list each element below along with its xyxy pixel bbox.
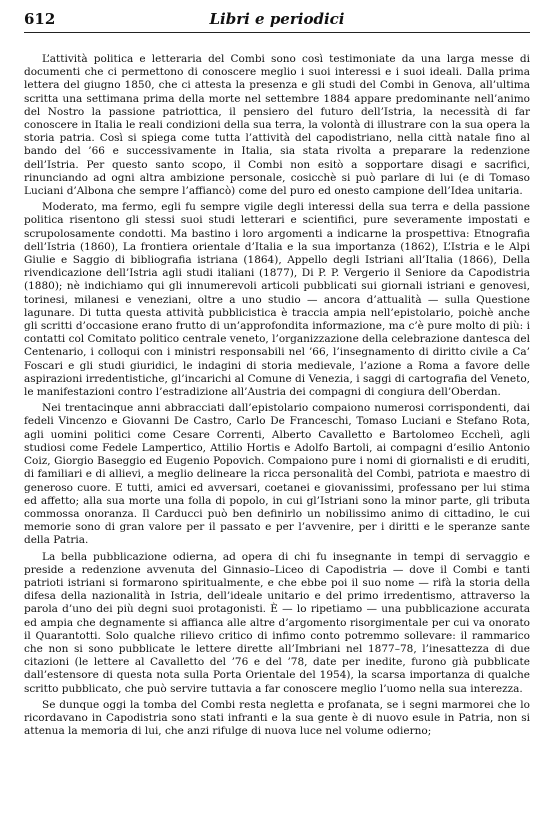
page-number: 612: [24, 10, 56, 28]
paragraph-5: Se dunque oggi la tomba del Combi resta negletta e profanata, se i segni marmorei che lo ricordavano in Capodistria sono stati infranti e la sua gente è di nuovo esule in Patria, non si attenua la memoria di lui, che anzi rifulge di nuova luce nel volume odierno;: [24, 698, 530, 738]
paragraph-1: L’attività politica e letteraria del Combi sono così testimoniate da una larga messe di documenti che ci permettono di conoscere meglio i suoi interessi e i suoi ideali. Dalla prima lettera del giugno 1850, che ci attesta la presenza e gli studi del Combi in Genova, all’ultima scritta una settimana prima della morte nel settembre 1884 appare predominante nell’animo del Nostro la passione patriottica, il pensiero del futuro dell’Istria, la necessità di far conoscere in Italia le reali condizioni della sua terra, la volontà di illustrare con la sua opera la storia patria. Così si spiega come tutta l’attività del capodistriano, nella città natale fino al bando del ’66 e successivamente in Italia, sia stata rivolta a preparare la redenzione dell’Istria. Per questo santo scopo, il Combi non esitò a sopportare disagi e sacrifici, rinunciando ad ogni altra ambizione personale, cosicchè si può parlare di lui (e di Tomaso Luciani d’Albona che sempre l’affiancò) come del puro ed onesto campione dell’Idea unitaria.: [24, 53, 530, 198]
running-title: Libri e periodici: [209, 10, 345, 28]
page-header: [24, 10, 530, 33]
article-body: [24, 53, 530, 738]
paragraph-3: Nei trentacinque anni abbracciati dall’epistolario compaiono numerosi corrispondenti, dai fedeli Vincenzo e Giovanni De Castro, Carlo De Franceschi, Tomaso Luciani e Stefano Rota, agli uomini politici come Cesare Correnti, Alberto Cavalletto e Bartolomeo Ecchelì, agli studiosi come Fedele Lampertico, Attilio Hortis e Adolfo Bartoli, ai compagni d’esilio Antonio Coiz, Giorgio Baseggio ed Eugenio Popovich. Compaiono pure i nomi di giornalisti e di eruditi, di familiari e di allievi, a meglio delineare la ricca personalità del Combi, patriota e maestro di generoso cuore. E tutti, amici ed avversari, coetanei e giovanissimi, professano per lui stima ed affetto; alla sua morte una folla di popolo, in cui gl’Istriani sono la minor parte, gli tributa commossa onoranza. Il Carducci può ben definirlo un nobilissimo animo di cittadino, le cui memorie sono di gran valore per il passato e per l’avvenire, per i diritti e le speranze sante della Patria.: [24, 402, 530, 547]
paragraph-2: Moderato, ma fermo, egli fu sempre vigile degli interessi della sua terra e della passione politica risentono gli stessi suoi studi letterari e scientifici, pure severamente impostati e scrupolosamente condotti. Ma bastino i loro argomenti a indicarne la prospettiva: Etnografia dell’Istria (1860), La frontiera orientale d’Italia e la sua importanza (1862), L’Istria e le Alpi Giulie e Saggio di bibliografia istriana (1864), Appello degli Istriani all’Italia (1866), Della rivendicazione dell’Istria agli studi italiani (1877), Di P. P. Vergerio il Seniore da Capodistria (1880); nè indichiamo qui gli innumerevoli articoli pubblicati sui giornali istriani e genovesi, torinesi, milanesi e veneziani, oltre a uno studio — ancora d’attualità — sulla Questione lagunare. Di tutta questa attività pubblicistica è traccia ampia nell’epistolario, poichè anche gli scritti d’occasione erano frutto di un’approfondita informazione, ma c’è pure molto di più: i contatti col Comitato politico centrale veneto, l’organizzazione della celebrazione dantesca del Centenario, i colloqui con i ministri responsabili nel ’66, l’insegnamento di diritto civile a Ca’ Foscari e gli studi giuridici, le indagini di storia medievale, l’azione a Roma a favore delle aspirazioni irredentistiche, gl’incarichi al Comune di Venezia, i saggi di cartografia del Veneto, le manifestazioni contro l’estradizione all’Austria dei compagni di congiura dell’Oberdan.: [24, 201, 530, 399]
paragraph-4: La bella pubblicazione odierna, ad opera di chi fu insegnante in tempi di servaggio e preside a redenzione avvenuta del Ginnasio–Liceo di Capodistria — dove il Combi e tanti patrioti istriani si formarono spiritualmente, e che ebbe poi il suo nome — rifà la storia della difesa della nazionalità in Istria, dell’ideale unitario e del primo irredentismo, attraverso la parola d’uno dei più degni suoi protagonisti. È — lo ripetiamo — una pubblicazione accurata ed ampia che degnamente si affianca alle altre d’argomento risorgimentale per cui va onorato il Quarantotti. Solo qualche rilievo critico di infimo conto potremmo sollevare: il rammarico che non si sono pubblicate le lettere dirette all’Imbriani nel 1877–78, l’inesattezza di due citazioni (le lettere al Cavalletto del ’76 e del ’78, date per inedite, furono già pubblicate dall’estensore di questa nota sulla Porta Orientale del 1954), la scarsa importanza di qualche scritto pubblicato, che può servire tuttavia a far conoscere meglio l’uomo nella sua interezza.: [24, 550, 530, 695]
